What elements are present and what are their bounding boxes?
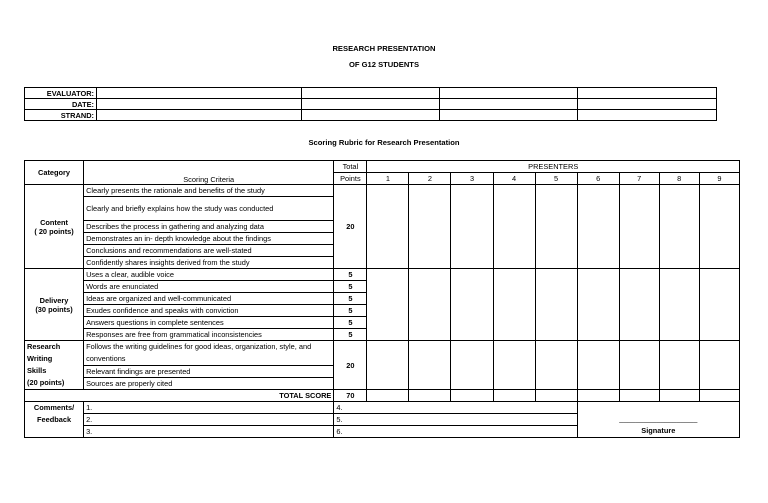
score-cell[interactable] [577, 185, 619, 269]
signature-line: ___________________ [619, 414, 698, 423]
presenter-number: 5 [535, 173, 577, 185]
rubric-table [24, 160, 740, 438]
info-cell[interactable] [302, 110, 440, 121]
score-cell[interactable] [659, 269, 699, 341]
presenter-number: 8 [659, 173, 699, 185]
info-table [24, 87, 717, 121]
score-cell[interactable] [535, 341, 577, 390]
criterion: Clearly and briefly explains how the study was conducted [84, 197, 334, 221]
info-cell[interactable] [440, 110, 578, 121]
points-value: 20 [334, 185, 367, 269]
info-cell[interactable] [440, 88, 578, 99]
comment-line[interactable]: 5. [334, 414, 577, 426]
category-points: ( 20 points) [34, 226, 74, 236]
presenter-number: 7 [619, 173, 659, 185]
criterion: Follows the writing guidelines for good ideas, organization, style, and conventions [84, 341, 334, 366]
strand-field[interactable] [97, 110, 302, 121]
category-research [25, 341, 84, 390]
presenter-number: 6 [577, 173, 619, 185]
score-cell[interactable] [451, 269, 493, 341]
points-value: 5 [334, 317, 367, 329]
presenters-header: PRESENTERS [367, 161, 740, 173]
rubric-title: Scoring Rubric for Research Presentation [308, 138, 460, 147]
presenter-number: 1 [367, 173, 409, 185]
score-cell[interactable] [493, 269, 535, 341]
comment-line[interactable]: 2. [84, 414, 334, 426]
score-cell[interactable] [699, 341, 739, 390]
score-cell[interactable] [493, 341, 535, 390]
comments-label [25, 402, 84, 438]
score-cell[interactable] [619, 269, 659, 341]
comments-label-line: Comments/ [33, 403, 75, 412]
category-content [25, 185, 84, 269]
criterion: Confidently shares insights derived from the study [84, 257, 334, 269]
comments-label-line: Feedback [36, 415, 72, 424]
score-cell[interactable] [659, 341, 699, 390]
total-cell[interactable] [451, 390, 493, 402]
total-points-header: Points [334, 173, 367, 185]
strand-label: STRAND: [25, 110, 97, 121]
criterion: Relevant findings are presented [84, 366, 334, 378]
total-cell[interactable] [367, 390, 409, 402]
score-cell[interactable] [619, 185, 659, 269]
score-cell[interactable] [659, 185, 699, 269]
category-name: Delivery [39, 295, 69, 305]
criterion: Words are enunciated [84, 281, 334, 293]
presenter-number: 9 [699, 173, 739, 185]
score-cell[interactable] [367, 185, 409, 269]
score-cell[interactable] [577, 269, 619, 341]
score-cell[interactable] [535, 269, 577, 341]
evaluator-field[interactable] [97, 88, 302, 99]
category-name: Skills [27, 366, 47, 375]
criterion: Answers questions in complete sentences [84, 317, 334, 329]
criterion: Exudes confidence and speaks with conviction [84, 305, 334, 317]
evaluator-label: EVALUATOR: [25, 88, 97, 99]
score-cell[interactable] [367, 269, 409, 341]
points-value: 20 [334, 341, 367, 390]
info-cell[interactable] [440, 99, 578, 110]
score-cell[interactable] [493, 185, 535, 269]
category-points: (20 points) [27, 378, 65, 387]
total-points-header: Total [334, 161, 367, 173]
total-cell[interactable] [535, 390, 577, 402]
total-cell[interactable] [493, 390, 535, 402]
points-value: 5 [334, 305, 367, 317]
points-value: 5 [334, 293, 367, 305]
total-cell[interactable] [577, 390, 619, 402]
category-points: (30 points) [35, 304, 73, 314]
criterion: Responses are free from grammatical inconsistencies [84, 329, 334, 341]
score-cell[interactable] [409, 185, 451, 269]
info-cell[interactable] [302, 88, 440, 99]
signature-cell[interactable] [577, 402, 739, 438]
comment-line[interactable]: 4. [334, 402, 577, 414]
score-cell[interactable] [577, 341, 619, 390]
comment-line[interactable]: 1. [84, 402, 334, 414]
score-cell[interactable] [409, 269, 451, 341]
points-value: 5 [334, 281, 367, 293]
category-name: Content [40, 217, 68, 227]
comment-line[interactable]: 6. [334, 426, 577, 438]
total-cell[interactable] [659, 390, 699, 402]
total-cell[interactable] [619, 390, 659, 402]
info-cell[interactable] [578, 88, 717, 99]
criterion: Demonstrates an in- depth knowledge about the findings [84, 233, 334, 245]
total-score-value: 70 [334, 390, 367, 402]
score-cell[interactable] [619, 341, 659, 390]
category-name: Research [27, 342, 61, 351]
points-value: 5 [334, 329, 367, 341]
criterion: Clearly presents the rationale and benefits of the study [84, 185, 334, 197]
date-label: DATE: [25, 99, 97, 110]
document-title: RESEARCH PRESENTATION [332, 44, 436, 53]
score-cell[interactable] [699, 185, 739, 269]
criterion: Conclusions and recommendations are well-stated [84, 245, 334, 257]
criterion: Sources are properly cited [84, 378, 334, 390]
info-cell[interactable] [578, 110, 717, 121]
total-cell[interactable] [699, 390, 739, 402]
score-cell[interactable] [409, 341, 451, 390]
info-cell[interactable] [578, 99, 717, 110]
comment-line[interactable]: 3. [84, 426, 334, 438]
criterion: Uses a clear, audible voice [84, 269, 334, 281]
points-value: 5 [334, 269, 367, 281]
category-header: Category [25, 161, 84, 185]
score-cell[interactable] [451, 185, 493, 269]
total-score-label: TOTAL SCORE [25, 390, 334, 402]
score-cell[interactable] [451, 341, 493, 390]
document-subtitle: OF G12 STUDENTS [348, 60, 420, 69]
criterion: Ideas are organized and well-communicated [84, 293, 334, 305]
category-name: Writing [27, 354, 53, 363]
signature-label: Signature [641, 426, 676, 435]
category-delivery [25, 269, 84, 341]
score-cell[interactable] [367, 341, 409, 390]
date-field[interactable] [97, 99, 302, 110]
presenter-number: 2 [409, 173, 451, 185]
score-cell[interactable] [535, 185, 577, 269]
presenter-number: 3 [451, 173, 493, 185]
presenter-number: 4 [493, 173, 535, 185]
criterion: Describes the process in gathering and analyzing data [84, 221, 334, 233]
total-cell[interactable] [409, 390, 451, 402]
score-cell[interactable] [699, 269, 739, 341]
criteria-header: Scoring Criteria [84, 161, 334, 185]
info-cell[interactable] [302, 99, 440, 110]
